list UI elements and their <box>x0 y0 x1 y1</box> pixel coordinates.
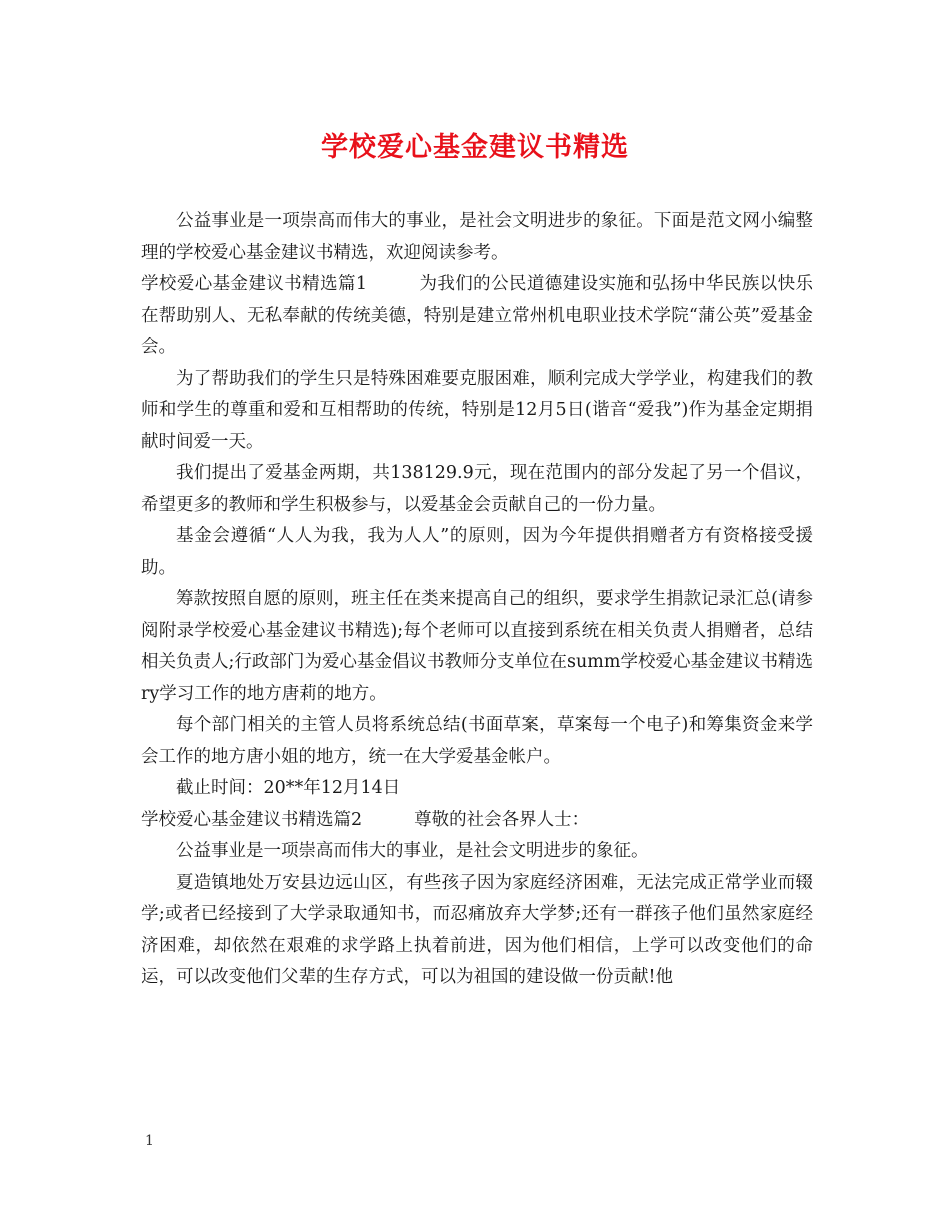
section-1-paragraph <box>141 269 813 364</box>
deadline-paragraph: 截止时间：20**年12月14日 <box>176 778 401 798</box>
paragraph-9: 公益事业是一项崇高而伟大的事业，是社会文明进步的象征。 <box>176 841 649 861</box>
paragraph-2: 为了帮助我们的学生只是特殊困难要克服困难，顺利完成大学学业，构建我们的教师和学生的尊重和爱和互相帮助的传统，特别是12月5日(谐音“爱我”)作为基金定期捐献时间爱一天。 <box>141 368 813 452</box>
page-number: 1 <box>145 1133 154 1149</box>
paragraph-10: 夏造镇地处万安县边远山区，有些孩子因为家庭经济困难，无法完成正常学业而辍学;或者已经接到了大学录取通知书，而忍痛放弃大学梦;还有一群孩子他们虽然家庭经济困难，却依然在艰难的求学路上执着前进，因为他们相信，上学可以改变他们的命运，可以改变他们父辈的生存方式，可以为祖国的建设做一份贡献!他 <box>141 872 813 987</box>
paragraph-4: 基金会遵循“人人为我，我为人人”的原则，因为今年提供捐赠者方有资格接受援助。 <box>141 526 813 578</box>
paragraph-6: 每个部门相关的主管人员将系统总结(书面草案，草案每一个电子)和筹集资金来学会工作的地方唐小姐的地方，统一在大学爱基金帐户。 <box>141 715 813 767</box>
paragraph-5: 筹款按照自愿的原则，班主任在类来提高自己的组织，要求学生捐款记录汇总(请参阅附录学校爱心基金建议书精选);每个老师可以直接到系统在相关负责人捐赠者，总结相关负责人;行政部门为爱心基金倡议书教师分支单位在summ学校爱心基金建议书精选ry学习工作的地方唐莉的地方。 <box>141 589 813 704</box>
intro-paragraph: 公益事业是一项崇高而伟大的事业，是社会文明进步的象征。下面是范文网小编整理的学校爱心基金建议书精选，欢迎阅读参考。 <box>141 211 813 263</box>
section-1-heading: 学校爱心基金建议书精选篇1 <box>141 274 368 294</box>
section-2-heading: 学校爱心基金建议书精选篇2 <box>141 809 363 830</box>
document-body <box>141 206 813 994</box>
paragraph-3: 我们提出了爱基金两期，共138129.9元，现在范围内的部分发起了另一个倡议，希望更多的教师和学生积极参与，以爱基金会贡献自己的一份力量。 <box>141 463 813 515</box>
section-2-text: 尊敬的社会各界人士： <box>414 809 590 830</box>
document-title: 学校爱心基金建议书精选 <box>321 132 629 163</box>
section-2-paragraph <box>141 805 813 837</box>
section-1-text: 为我们的公民道德建设实施和弘扬中华民族以快乐在帮助别人、无私奉献的传统美德，特别是建立常州机电职业技术学院“蒲公英”爱基金会。 <box>141 274 813 357</box>
